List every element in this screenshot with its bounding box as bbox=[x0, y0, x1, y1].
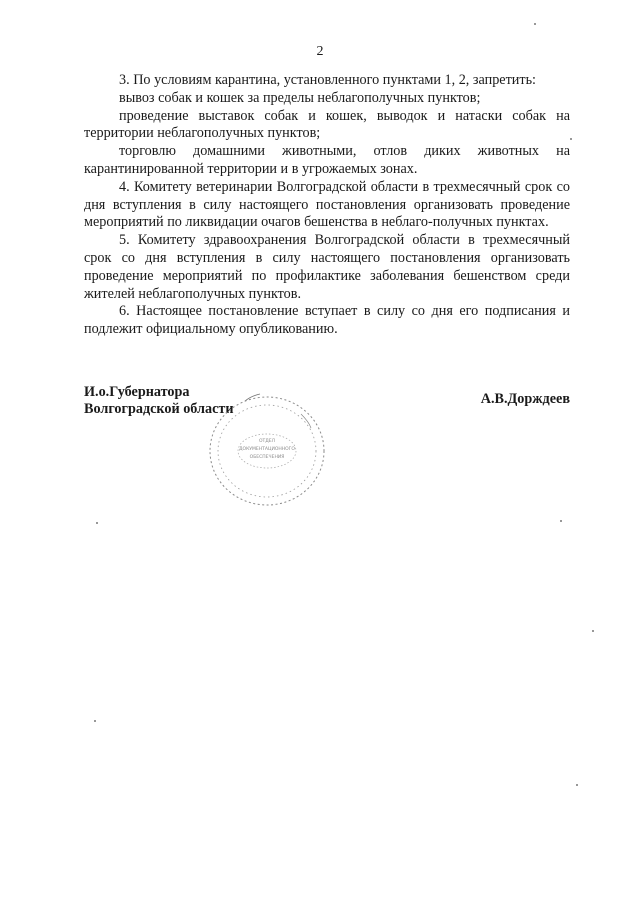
signer-title-line1: И.о.Губернатора bbox=[84, 384, 190, 400]
stamp-text-line2: ДОКУМЕНТАЦИОННОГО bbox=[239, 447, 295, 452]
stamp-text-line1: ОТДЕЛ bbox=[258, 439, 276, 444]
stamp-text-line3: ОБЕСПЕЧЕНИЯ bbox=[249, 455, 285, 460]
paragraph-health-committee: 5. Комитету здравоохранения Волгоградской области в трехмесячный срок со дня вступления в силу настоящего постановления организовать проведение мероприятий по профилактике заболевания бешенством среди жителей неблагополучных пунктов. bbox=[84, 232, 570, 302]
page-number: 2 bbox=[316, 44, 324, 59]
scan-speck bbox=[560, 520, 562, 522]
paragraph-effective-date: 6. Настоящее постановление вступает в силу со дня его подписания и подлежит официальному опубликованию. bbox=[84, 303, 570, 338]
paragraph-export-ban: вывоз собак и кошек за пределы неблагополучных пунктов; bbox=[119, 89, 481, 106]
official-seal-stamp bbox=[205, 392, 329, 510]
paragraph-veterinary-committee: 4. Комитету ветеринарии Волгоградской области в трехмесячный срок со дня вступления в силу настоящего постановления организовать проведение мероприятий по ликвидации очагов бешенства в неблаго-получных пунктах. bbox=[84, 178, 570, 231]
scan-speck bbox=[592, 630, 594, 632]
scan-speck bbox=[570, 138, 572, 140]
signer-name: А.В.Дорждеев bbox=[480, 391, 570, 407]
signer-title-line2: Волгоградской области bbox=[84, 401, 234, 417]
document-body bbox=[84, 72, 570, 339]
paragraph-trade-ban: торговлю домашними животными, отлов диких животных на карантинированной территории и в угрожаемых зонах. bbox=[84, 143, 570, 177]
scan-speck bbox=[94, 720, 96, 722]
paragraph-exhibitions-ban: проведение выставок собак и кошек, выводок и натаски собак на территории неблагополучных пунктов; bbox=[84, 107, 570, 142]
scan-speck bbox=[576, 784, 578, 786]
paragraph-quarantine-intro: 3. По условиям карантина, установленного пунктами 1, 2, запретить: bbox=[119, 72, 536, 88]
scan-speck bbox=[534, 23, 536, 25]
scan-speck bbox=[96, 522, 98, 524]
